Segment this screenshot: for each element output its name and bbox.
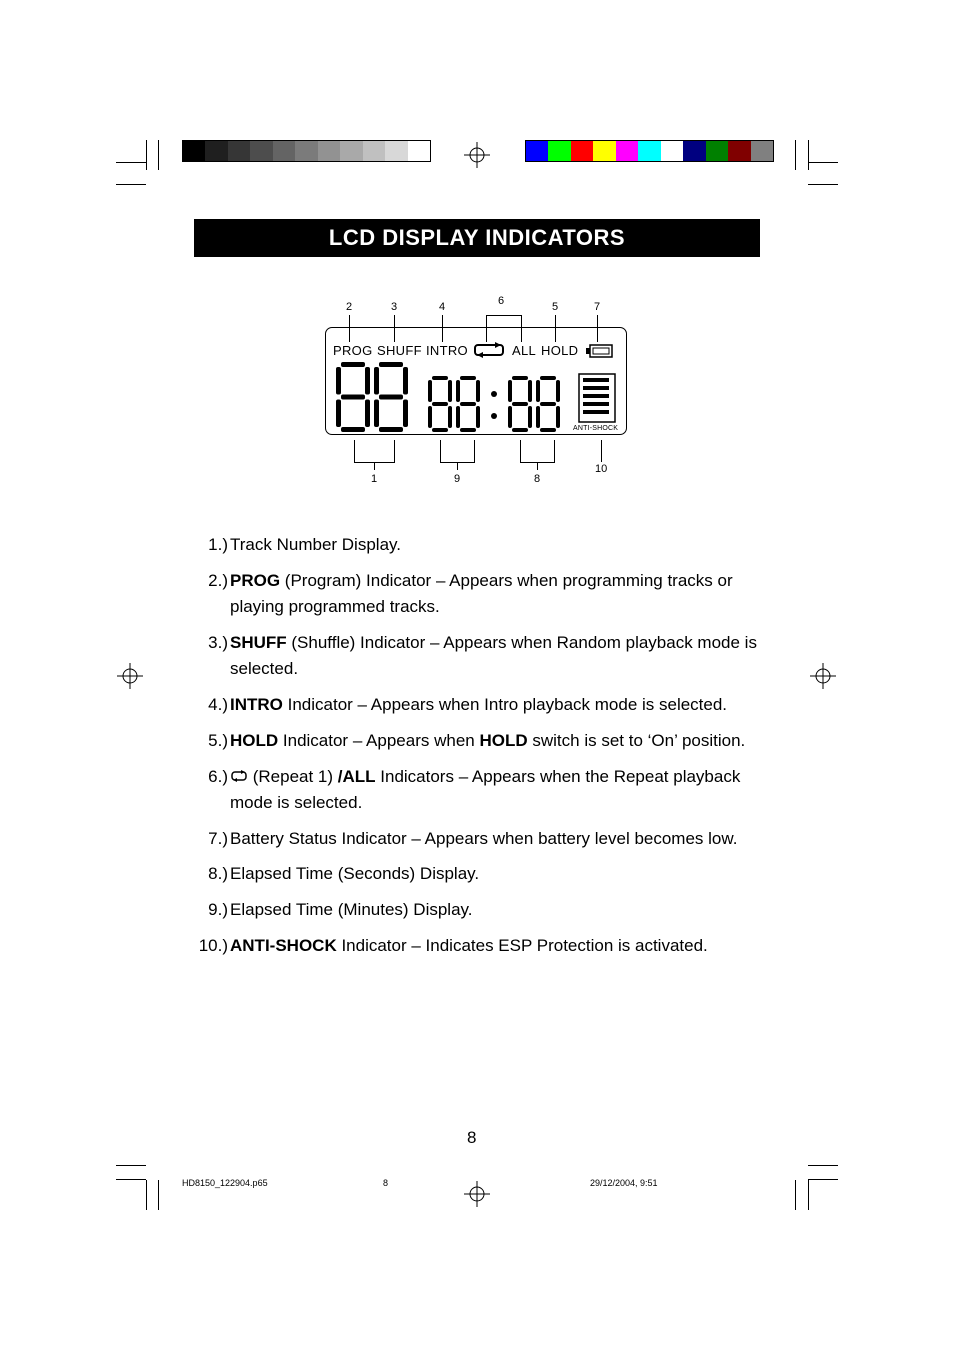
leader-line: [486, 315, 487, 342]
crop-mark: [808, 184, 838, 185]
lcd-digit: [536, 376, 560, 432]
calibration-swatch: [661, 141, 683, 161]
colon-dot: [491, 391, 497, 397]
leader-line: [440, 440, 441, 462]
callout-3: 3: [391, 301, 398, 313]
leader-line: [457, 462, 458, 470]
leader-line: [349, 315, 350, 342]
callout-1: 1: [371, 473, 378, 485]
calibration-swatch: [526, 141, 548, 161]
battery-icon: [585, 343, 613, 359]
repeat-icon: [230, 770, 248, 782]
calibration-swatch: [571, 141, 593, 161]
calibration-swatch: [616, 141, 638, 161]
calibration-swatch: [385, 141, 407, 161]
lcd-digit: [374, 362, 408, 432]
lcd-digit: [336, 362, 370, 432]
calibration-swatch: [250, 141, 272, 161]
lcd-diagram: [318, 290, 638, 490]
registration-mark-icon: [810, 663, 836, 689]
hold-indicator: HOLD: [541, 343, 579, 358]
anti-shock-level-bars: [576, 372, 618, 424]
calibration-swatch: [751, 141, 773, 161]
all-indicator: ALL: [512, 343, 537, 358]
crop-mark: [808, 1180, 809, 1210]
colon-dot: [491, 413, 497, 419]
callout-6: 6: [498, 295, 505, 307]
leader-line: [597, 315, 598, 342]
registration-mark-icon: [464, 142, 490, 168]
crop-mark: [146, 140, 147, 170]
leader-line: [442, 315, 443, 342]
grayscale-calibration-bar: [182, 140, 431, 162]
callout-9: 9: [454, 473, 461, 485]
footer-datetime: 29/12/2004, 9:51: [590, 1178, 658, 1188]
leader-line: [601, 440, 602, 462]
color-calibration-bar: [525, 140, 774, 162]
calibration-swatch: [318, 141, 340, 161]
shuff-indicator: SHUFF: [377, 343, 422, 358]
crop-mark: [116, 1179, 146, 1180]
callout-7: 7: [594, 301, 601, 313]
crop-mark: [158, 140, 159, 170]
calibration-swatch: [706, 141, 728, 161]
leader-line: [354, 440, 355, 462]
crop-mark: [158, 1180, 159, 1210]
registration-mark-icon: [464, 1181, 490, 1207]
leader-line: [486, 315, 521, 316]
lcd-digit: [428, 376, 452, 432]
crop-mark: [116, 1165, 146, 1166]
antishock-indicator: ANTI-SHOCK: [573, 425, 619, 432]
callout-4: 4: [439, 301, 446, 313]
crop-mark: [808, 1179, 838, 1180]
footer-page: 8: [383, 1178, 389, 1188]
intro-indicator: INTRO: [426, 343, 468, 358]
crop-mark: [795, 140, 796, 170]
leader-line: [521, 315, 522, 342]
crop-mark: [116, 162, 146, 163]
leader-line: [394, 315, 395, 342]
crop-mark: [808, 162, 838, 163]
repeat-icon: [473, 342, 505, 358]
callout-8: 8: [534, 473, 541, 485]
page-number: 8: [467, 1128, 477, 1147]
callout-10: 10: [595, 463, 608, 475]
calibration-swatch: [183, 141, 205, 161]
leader-line: [474, 440, 475, 462]
calibration-swatch: [683, 141, 705, 161]
leader-line: [394, 440, 395, 462]
callout-5: 5: [552, 301, 559, 313]
calibration-swatch: [638, 141, 660, 161]
page-title: LCD DISPLAY INDICATORS: [194, 219, 760, 257]
calibration-swatch: [408, 141, 430, 161]
calibration-swatch: [548, 141, 570, 161]
calibration-swatch: [228, 141, 250, 161]
footer-filename: HD8150_122904.p65: [182, 1178, 268, 1188]
crop-mark: [146, 1180, 147, 1210]
crop-mark: [808, 140, 809, 170]
calibration-swatch: [363, 141, 385, 161]
calibration-swatch: [295, 141, 317, 161]
leader-line: [555, 315, 556, 342]
calibration-swatch: [593, 141, 615, 161]
prog-indicator: PROG: [333, 343, 373, 358]
crop-mark: [808, 1165, 838, 1166]
crop-mark: [795, 1180, 796, 1210]
calibration-swatch: [273, 141, 295, 161]
crop-mark: [116, 184, 146, 185]
leader-line: [520, 440, 521, 462]
registration-mark-icon: [117, 663, 143, 689]
calibration-swatch: [205, 141, 227, 161]
lcd-digit: [508, 376, 532, 432]
calibration-swatch: [728, 141, 750, 161]
leader-line: [374, 462, 375, 470]
leader-line: [537, 462, 538, 470]
leader-line: [554, 440, 555, 462]
calibration-swatch: [340, 141, 362, 161]
callout-2: 2: [346, 301, 353, 313]
lcd-digit: [456, 376, 480, 432]
